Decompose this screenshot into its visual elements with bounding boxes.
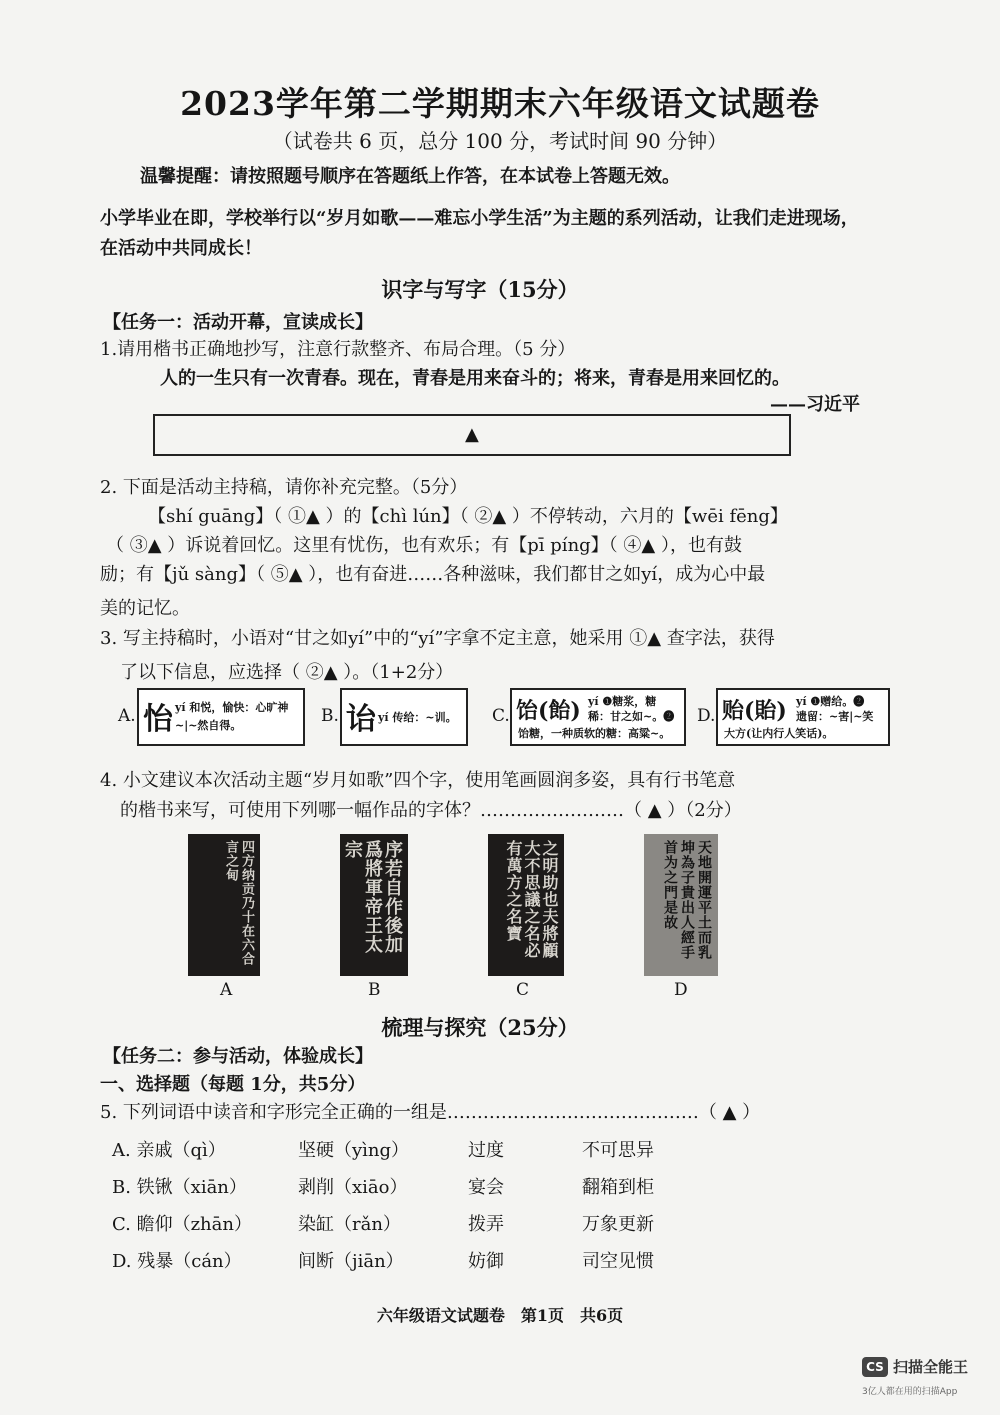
dictionary-entry-a: [137, 688, 305, 746]
task-two-heading: 【任务二：参与活动，体验成长】: [103, 1046, 373, 1067]
choice-a-word-4: 不可思异: [582, 1140, 654, 1161]
host-script-line-1: 【shí guāng】（ ①▲ ）的【chì lún】（ ②▲ ）不停转动，六月的【wēi fēng】: [148, 506, 788, 527]
section-title-literacy: 识字与写字（15分）: [381, 277, 579, 302]
choice-d-word-2: 间断（jiān）: [298, 1251, 404, 1272]
calligraphy-label-a: A: [220, 980, 233, 1000]
calligraphy-text: 之明助也夫將顧大不思議之名必有萬方之名寶: [504, 840, 559, 959]
dict-char: 贻(貽): [722, 698, 787, 724]
host-script-line-3: 励；有【jǔ sàng】（ ⑤▲ ），也有奋进……各种滋味，我们都甘之如yí，成为心中最: [100, 564, 766, 585]
quote-author: ——习近平: [770, 394, 860, 415]
calligraphy-label-d: D: [674, 980, 688, 1000]
host-script-line-2: （ ③▲ ）诉说着回忆。这里有忧伤，也有欢乐；有【pī píng】（ ④▲ ），也有鼓: [106, 535, 742, 556]
option-c-label: C.: [492, 706, 510, 726]
scanner-tagline: 3亿人都在用的扫描App: [862, 1387, 958, 1397]
choice-c-word-2: 染缸（rǎn）: [298, 1214, 401, 1235]
question-3-line-2: 了以下信息，应选择（ ②▲ ）。（1+2分）: [120, 662, 454, 683]
calligraphy-sample-b: [340, 834, 408, 976]
calligraphy-label-b: B: [368, 980, 381, 1000]
dictionary-entry-d: [716, 688, 890, 746]
task-one-heading: 【任务一：活动开幕，宣读成长】: [103, 312, 373, 333]
scanner-logo-icon: CS: [862, 1357, 888, 1377]
question-5: 5. 下列词语中读音和字形完全正确的一组是……………………………………（ ▲ ）: [100, 1102, 761, 1123]
choice-a-word-2: 坚硬（yìng）: [298, 1140, 410, 1161]
dict-def-line: yí ❶赠给。❷: [796, 695, 865, 708]
dict-def-line: 遗留：~害|~笑: [796, 710, 874, 723]
dict-char: 饴(飴): [516, 698, 581, 724]
option-a-label: A.: [118, 706, 136, 726]
question-4-line-2: 的楷书来写，可使用下列哪一幅作品的字体？……………………（ ▲ ）（2分）: [120, 800, 742, 821]
copy-quote: 人的一生只有一次青春。现在，青春是用来奋斗的；将来，青春是用来回忆的。: [160, 368, 790, 389]
calligraphy-label-c: C: [516, 980, 530, 1000]
intro-paragraph: 小学毕业在即，学校举行以“岁月如歌——难忘小学生活”为主题的系列活动，让我们走进现场，在活动中共同成长！: [100, 208, 859, 259]
option-d-label: D.: [697, 706, 716, 726]
part-one-heading: 一、选择题（每题 1分，共5分）: [100, 1074, 366, 1095]
question-4: 4. 小文建议本次活动主题“岁月如歌”四个字，使用笔画圆润多姿，具有行书笔意: [100, 770, 736, 791]
page-title: 2023学年第二学期期末六年级语文试题卷: [180, 84, 820, 123]
host-script-line-4: 美的记忆。: [100, 598, 190, 619]
exam-info: （试卷共 6 页，总分 100 分，考试时间 90 分钟）: [272, 129, 728, 153]
question-3: 3. 写主持稿时，小语对“甘之如yí”中的“yí”字拿不定主意，她采用 ①▲ 查字法，获得: [100, 628, 775, 649]
choice-c-word-3: 拨弄: [468, 1214, 504, 1235]
dict-char: 诒: [346, 702, 376, 737]
calligraphy-text: 四方纳贡乃十在六合言之甸: [223, 840, 254, 966]
question-2: 2. 下面是活动主持稿，请你补充完整。（5分）: [100, 477, 468, 498]
dict-def-line: yí 传给：~训。: [378, 711, 457, 724]
dict-def-line: yí 和悦，愉快：心旷神: [175, 701, 289, 714]
choice-b-word-1: B. 铁锹（xiān）: [112, 1177, 247, 1198]
page-footer: 六年级语文试题卷 第1页 共6页: [376, 1306, 624, 1325]
question-1: 1.请用楷书正确地抄写，注意行款整齐、布局合理。（5 分）: [100, 339, 576, 360]
reminder-text: 温馨提醒：请按照题号顺序在答题纸上作答，在本试卷上答题无效。: [140, 166, 680, 187]
choice-a-word-3: 过度: [468, 1140, 504, 1161]
dict-def-line: ~|~然自得。: [175, 719, 242, 732]
dictionary-entry-b: [340, 688, 468, 746]
dict-char: 怡: [143, 702, 173, 737]
scanner-app-name: 扫描全能王: [893, 1358, 969, 1376]
calligraphy-sample-c: [488, 834, 564, 976]
choice-b-word-4: 翻箱到柜: [582, 1177, 654, 1198]
dict-def-line: 稀：甘之如~。❷: [588, 710, 675, 723]
choice-c-word-1: C. 瞻仰（zhān）: [112, 1214, 252, 1235]
calligraphy-sample-d: [644, 834, 718, 976]
answer-placeholder: ▲: [465, 424, 479, 445]
dictionary-entry-c: [510, 688, 686, 746]
dict-def-line: 饴糖，一种质软的糖：高粱~。: [518, 727, 671, 740]
choice-b-word-3: 宴会: [468, 1177, 504, 1198]
calligraphy-sample-a: [188, 834, 260, 976]
calligraphy-text: 序若自作後加爲將軍帝王太宗: [342, 840, 403, 954]
choice-b-word-2: 剥削（xiāo）: [298, 1177, 408, 1198]
calligraphy-text: 天地開運平土而乳坤為子貴出人經手首为之門是故: [662, 840, 712, 960]
choice-a-word-1: A. 亲戚（qì）: [112, 1140, 226, 1161]
dict-def-line: 大方(让内行人笑话)。: [724, 727, 834, 740]
choice-d-word-1: D. 残暴（cán）: [112, 1251, 242, 1272]
choice-d-word-3: 妨御: [468, 1251, 504, 1272]
choice-c-word-4: 万象更新: [582, 1214, 654, 1235]
choice-d-word-4: 司空见惯: [582, 1251, 654, 1272]
option-b-label: B.: [321, 706, 339, 726]
dict-def-line: yí ❶糖浆，糖: [588, 695, 657, 708]
section-title-exploration: 梳理与探究（25分）: [381, 1015, 579, 1040]
